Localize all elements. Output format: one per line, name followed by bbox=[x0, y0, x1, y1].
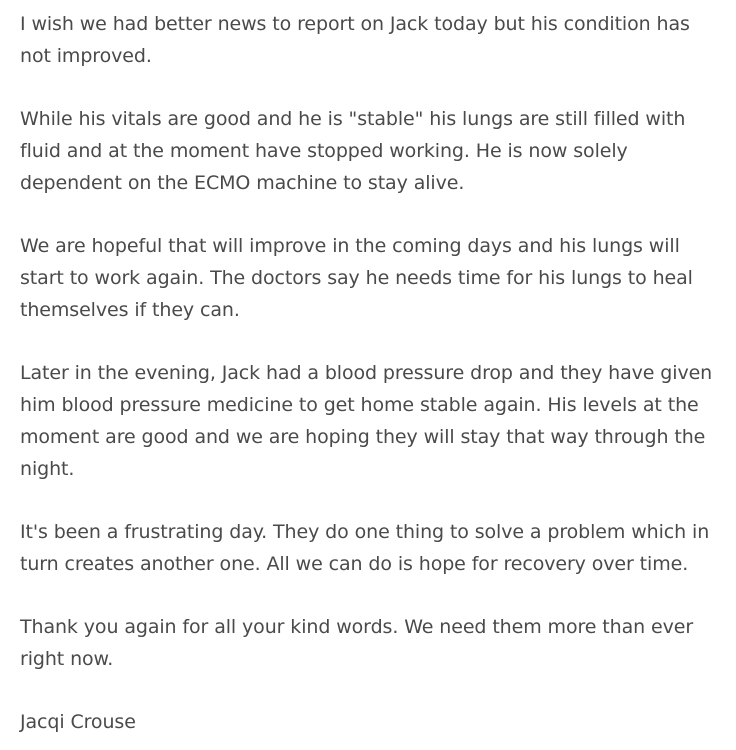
signature: Jacqi Crouse bbox=[20, 711, 136, 733]
paragraph-condition-update: I wish we had better news to report on Jack today but his condition has not improved. bbox=[20, 13, 690, 67]
paragraph-hope-recovery: We are hopeful that will improve in the coming days and his lungs will start to work again. The doctors say he needs time for his lungs to heal themselves if they can. bbox=[20, 235, 693, 321]
paragraph-thank-you: Thank you again for all your kind words. We need them more than ever right now. bbox=[20, 616, 694, 670]
paragraph-frustrating-day: It's been a frustrating day. They do one thing to solve a problem which in turn creates another one. All we can do is hope for recovery over time. bbox=[20, 521, 710, 575]
paragraph-vitals-lungs: While his vitals are good and he is "stable" his lungs are still filled with fluid and at the moment have stopped working. He is now solely dependent on the ECMO machine to stay alive. bbox=[20, 108, 686, 194]
paragraph-blood-pressure: Later in the evening, Jack had a blood pressure drop and they have given him blood pressure medicine to get home stable again. His levels at the moment are good and we are hoping they will stay that way through the night. bbox=[20, 362, 713, 480]
